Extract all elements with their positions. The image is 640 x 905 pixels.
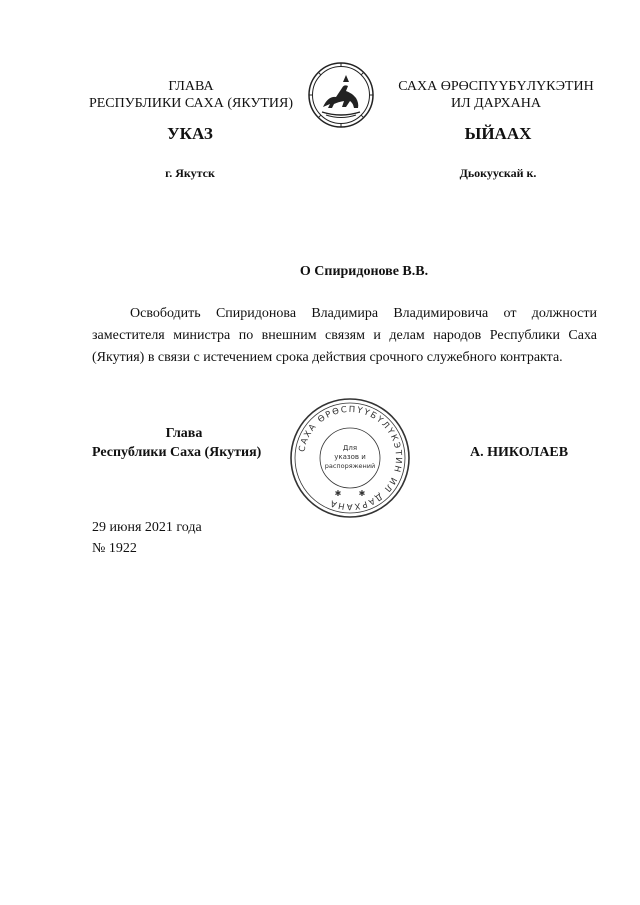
issuer-right-line2: ИЛ ДАРХАНА <box>450 96 541 111</box>
place-right: Дьокуускай к. <box>459 166 537 180</box>
decree-text: Освободить Спиридонова Владимира Владимировича от должности заместителя министра по внешним связям и делам народов Республики Саха (Якутия) в связи с истечением срока действия срочного служебного контракта. <box>92 306 597 365</box>
signatory-position-line1: Глава <box>165 426 203 441</box>
document-type-left: УКАЗ <box>167 124 213 143</box>
signatory-name: А. НИКОЛАЕВ <box>470 445 569 460</box>
seal-outer-text: САХА ӨРӨСПҮҮБҮЛҮКЭТИН ИЛ ДАРХАНА <box>297 404 404 512</box>
issuer-left-line1: ГЛАВА <box>168 79 214 94</box>
decree-subject: О Спиридонове В.В. <box>299 264 429 279</box>
signatory-position-line2: Республики Саха (Якутия) <box>92 445 262 460</box>
seal-inner-line2: указов и <box>334 453 366 461</box>
seal-inner-line1: Для <box>342 444 358 452</box>
issuer-left-header <box>60 78 322 112</box>
issuer-left-line2: РЕСПУБЛИКИ САХА (ЯКУТИЯ) <box>88 96 294 111</box>
svg-text:✱: ✱ <box>358 489 366 498</box>
issuer-right-line1: САХА ӨРӨСПҮҮБҮЛҮКЭТИН <box>398 79 594 94</box>
official-seal-icon <box>288 396 412 520</box>
decree-date: 29 июня 2021 года <box>92 520 202 535</box>
seal-inner-line3: распоряжений <box>324 462 376 470</box>
decree-number: № 1922 <box>92 541 137 556</box>
svg-text:✱: ✱ <box>334 489 342 498</box>
place-left: г. Якутск <box>165 166 215 180</box>
document-type-right: ЫЙААХ <box>464 124 532 143</box>
issuer-right-header <box>393 78 599 112</box>
coat-of-arms-icon <box>306 60 376 130</box>
